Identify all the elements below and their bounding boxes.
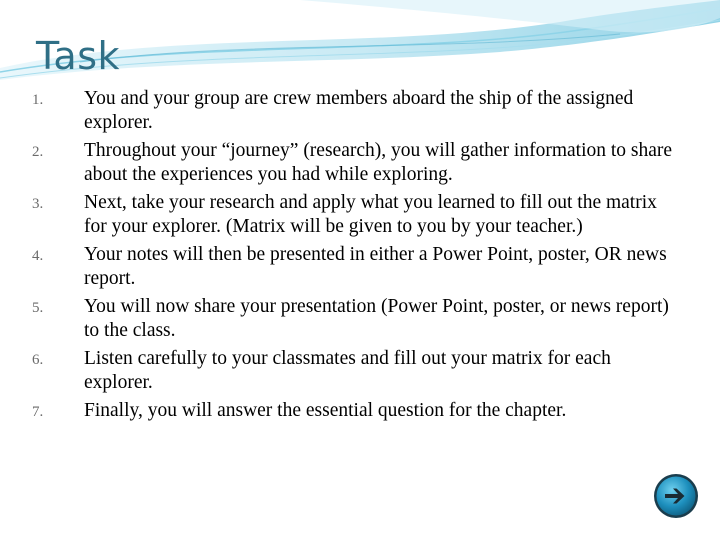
- list-item: [32, 191, 682, 239]
- item-text: You will now share your presentation (Power Point, poster, or news report) to the class.: [84, 296, 669, 341]
- task-list: [32, 87, 682, 427]
- item-number: 3.: [32, 196, 44, 212]
- item-text: Throughout your “journey” (research), you will gather information to share about the experiences you had while exploring.: [84, 140, 673, 185]
- item-text: Your notes will then be presented in either a Power Point, poster, OR news report.: [84, 244, 667, 289]
- list-item: [32, 399, 682, 423]
- item-number: 5.: [32, 300, 44, 316]
- item-number: 7.: [32, 404, 44, 420]
- item-number: 2.: [32, 144, 44, 160]
- list-item: [32, 87, 682, 135]
- arrow-right-icon: [652, 472, 700, 520]
- item-text: Listen carefully to your classmates and fill out your matrix for each explorer.: [84, 348, 611, 393]
- list-item: [32, 295, 682, 343]
- item-number: 4.: [32, 248, 44, 264]
- list-item: [32, 347, 682, 395]
- slide-title: Task: [36, 34, 121, 78]
- item-text: You and your group are crew members aboard the ship of the assigned explorer.: [84, 88, 634, 133]
- item-text: Finally, you will answer the essential question for the chapter.: [84, 400, 567, 421]
- item-text: Next, take your research and apply what you learned to fill out the matrix for your explorer. (Matrix will be given to you by your teacher.): [84, 192, 657, 237]
- list-item: [32, 243, 682, 291]
- item-number: 1.: [32, 92, 44, 108]
- item-number: 6.: [32, 352, 44, 368]
- list-item: [32, 139, 682, 187]
- next-slide-button[interactable]: [652, 472, 700, 520]
